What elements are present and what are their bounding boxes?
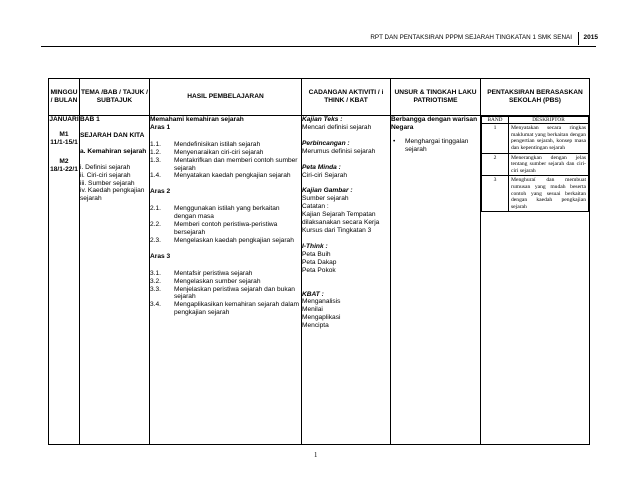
- band-table: [481, 116, 589, 212]
- header-aktiviti: CADANGAN AKTIVITI / i THINK / KBAT: [302, 79, 391, 116]
- header-title: RPT DAN PENTAKSIRAN PPPM SEJARAH TINGKATAN 1 SMK SENAI: [370, 34, 572, 41]
- band-number: 2: [482, 153, 509, 176]
- list-item: 3.4. Mengaplikasikan kemahiran sejarah dalam pengkajian sejarah: [150, 301, 299, 317]
- kajian-gambar-label: Kajian Gambar :: [302, 187, 353, 195]
- header-tema: TEMA /BAB / TAJUK / SUBTAJUK: [80, 79, 150, 116]
- aras-2-label: Aras 2: [150, 188, 171, 196]
- header-unsur: UNSUR & TINGKAH LAKU PATRIOTISME: [391, 79, 481, 116]
- list-item: 1.3. Mentakrifkan dan memberi contoh sumber sejarah: [150, 156, 298, 172]
- band-header-row: [482, 117, 589, 124]
- subtajuk-item: ii. Ciri-ciri sejarah: [80, 171, 131, 179]
- minggu-cell: [49, 116, 80, 445]
- perbincangan-text: Merumus definisi sejarah: [302, 147, 376, 155]
- page-header: [0, 33, 638, 45]
- bullet-icon: •: [393, 137, 396, 145]
- month-label: JANUARI: [49, 116, 79, 123]
- lesson-plan-table: [48, 78, 590, 445]
- unsur-cell: [391, 116, 481, 445]
- list-item: 2.2. Memberi contoh peristiwa-peristiwa bersejarah: [150, 221, 278, 236]
- kbat-item: Mengaplikasi: [302, 314, 341, 322]
- ithink-item: Peta Pokok: [302, 266, 336, 274]
- bab-label: BAB 1: [80, 116, 100, 123]
- list-item: 2.3. Mengelaskan kaedah pengkajian sejarah: [150, 236, 294, 244]
- kbat-item: Mencipta: [302, 322, 329, 330]
- ithink-label: I-Think :: [302, 242, 328, 250]
- band-descriptor: Menghuraí dan membuat rumusan yang mudah beserta contoh yang sesuai berkaitan dengan kaedah pengkajian sejarah: [509, 176, 589, 212]
- unsur-bullet-text: Menghargai tinggalan sejarah: [405, 137, 469, 153]
- band-number: 3: [482, 176, 509, 212]
- band-descriptor: Menyatakan secara ringkas maklumat yang berkaitan dengan pengertian sejarah, konsep masa dan kepentingan sejarah: [509, 124, 589, 153]
- table-row: [49, 116, 590, 445]
- hasil-title: Memahami kemahiran sejarah: [150, 116, 244, 123]
- subtajuk-item: i. Definisi sejarah: [80, 163, 131, 171]
- week-1-label: M1: [59, 130, 69, 138]
- aktiviti-cell: [302, 116, 391, 445]
- subtajuk-item: iv. Kaedah pengkajian sejarah: [80, 187, 145, 203]
- catatan-label: Catatan :: [302, 203, 329, 211]
- list-item: 2.1. Menggunakan istilah yang berkaitan dengan masa: [150, 205, 280, 221]
- kajian-teks-label: Kajian Teks :: [302, 116, 343, 123]
- list-item: 3.3. Menjelaskan peristiwa sejarah dan bukan sejarah: [150, 285, 295, 301]
- peta-minda-label: Peta Minda :: [302, 163, 341, 171]
- hasil-cell: [150, 116, 302, 445]
- aras-1-label: Aras 1: [150, 123, 171, 131]
- week-2-dates: 18/1-22/1: [50, 165, 78, 173]
- descriptor-header: DESKRIPTOR: [509, 117, 589, 124]
- tajuk-label: SEJARAH DAN KITA: [80, 131, 145, 139]
- kajian-gambar-text: Sumber sejarah: [302, 195, 349, 203]
- header-minggu: MINGGU / BULAN: [49, 79, 80, 116]
- kbat-item: Menilai: [302, 306, 323, 314]
- header-hasil: HASIL PEMBELAJARAN: [150, 79, 302, 116]
- peta-minda-text: Ciri-ciri Sejarah: [302, 171, 348, 179]
- header-pbs: PENTAKSIRAN BERASASKAN SEKOLAH (PBS): [481, 79, 590, 116]
- page-number: 1: [314, 452, 318, 459]
- pbs-cell: [481, 116, 590, 445]
- list-item: [391, 138, 480, 154]
- list-item: 3.2. Mengelaskan sumber sejarah: [150, 277, 261, 285]
- band-descriptor: Menerangkan dengan jelas tentang sumber sejarah dan ciri-ciri sejarah: [509, 153, 589, 176]
- kbat-item: Menganalisis: [302, 298, 341, 306]
- table-row: [482, 176, 589, 212]
- list-item: 1.1. Mendefinisikan istilah sejarah: [150, 140, 261, 148]
- catatan-text: Kajian Sejarah Tempatan dilaksanakan secara Kerja Kursus dari Tingkatan 3: [302, 211, 380, 234]
- kbat-label: KBAT :: [302, 290, 324, 298]
- header-separator: [578, 32, 579, 45]
- band-number: 1: [482, 124, 509, 153]
- list-item: 1.2. Menyenaraikan ciri-ciri sejarah: [150, 148, 264, 156]
- list-item: 1.4. Menyatakan kaedah pengkajian sejarah: [150, 172, 291, 180]
- table-row: [482, 153, 589, 176]
- kajian-teks-text: Mencari definisi sejarah: [302, 123, 372, 131]
- unsur-title: Berbangga dengan warisan Negara: [391, 116, 478, 131]
- table-row: [482, 124, 589, 153]
- subtajuk-item: iii. Sumber sejarah: [80, 179, 135, 187]
- ithink-item: Peta Buih: [302, 250, 331, 258]
- table-header-row: [49, 79, 590, 116]
- subtajuk-label: a. Kemahiran sejarah: [80, 147, 147, 155]
- ithink-item: Peta Dakap: [302, 258, 337, 266]
- week-2-label: M2: [59, 157, 69, 165]
- header-year: 2015: [583, 34, 598, 41]
- aras-3-label: Aras 3: [150, 252, 171, 260]
- week-1-dates: 11/1-15/1: [50, 138, 78, 146]
- tema-cell: [80, 116, 150, 445]
- header-rule: [41, 46, 596, 47]
- band-header: BAND: [482, 117, 509, 124]
- list-item: 3.1. Mentafsir peristiwa sejarah: [150, 269, 253, 277]
- perbincangan-label: Perbincangan :: [302, 139, 350, 147]
